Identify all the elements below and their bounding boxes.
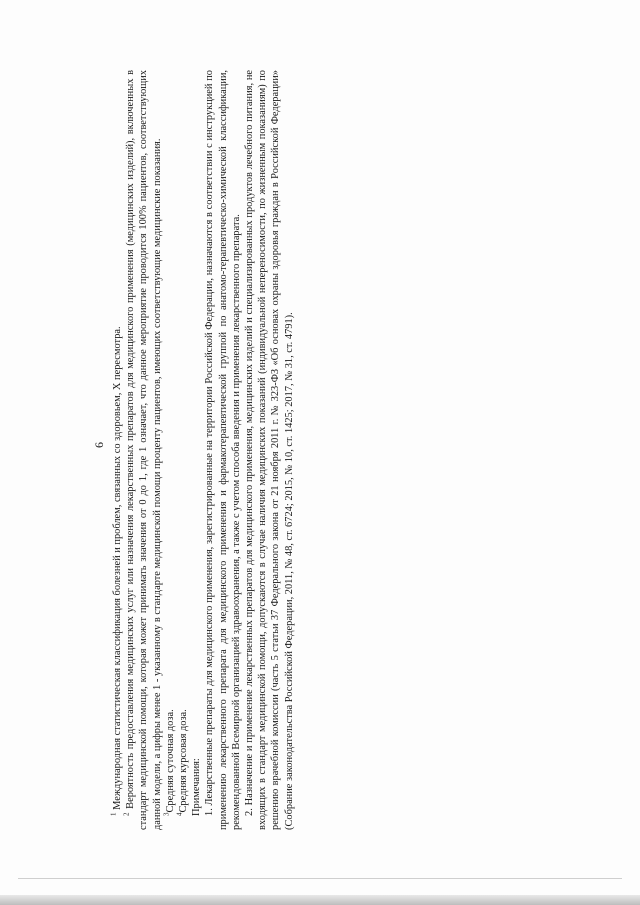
page-number: 6 bbox=[92, 442, 106, 448]
notes-heading: Примечания: bbox=[191, 758, 203, 816]
scanner-shadow bbox=[0, 895, 640, 905]
footnote-3: $^3$Средняя суточная доза. bbox=[162, 709, 176, 816]
footnotes-block bbox=[111, 70, 296, 830]
scan-edge-line bbox=[18, 878, 622, 879]
note-2: 2. Назначение и применение лекарственных препаратов для медицинского применения, медицинских изделий и специализированных продуктов лечебного питания, не входящих в стандарт медицинской помощи, допускаются в случае наличия медицинских показаний (индивидуальной непереносимости, по жизненным показаниям) по решению врачебной комиссии (часть 5 статьи 37 Федерального закона от 21 ноября 2011 г. № 323-ФЗ «Об основах охраны здоровья граждан в Российской Федерации» (Собрание законодательства Российской Федерации, 2011, № 48, ст. 6724; 2015, № 10, ст. 1425; 2017, № 31, ст. 4791). bbox=[244, 70, 295, 830]
footnote-1: $^1$ Международная статистическая классификация болезней и проблем, связанных со здоровьем, X пересмотра. bbox=[109, 326, 123, 816]
note-1: 1. Лекарственные препараты для медицинского применения, зарегистрированные на территории Российской Федерации, назначаются в соответствии с инструкцией по применению лекарственного препарата для медицинского применения и фармакотерапевтической группой по анатомо-терапевтическо-химической классификации, рекомендованной Всемирной организацией здравоохранения, а также с учетом способа введения и применения лекарственного препарата. bbox=[204, 70, 242, 830]
footnote-4: $^4$Средняя курсовая доза. bbox=[175, 709, 190, 816]
rotated-text-block bbox=[92, 70, 295, 830]
footnote-2: $^2$ Вероятность предоставления медицинских услуг или назначения лекарственных препаратов для медицинского применения (медицинских изделий), включенных в стандарт медицинской помощи, которая может принимать значения от 0 до 1, где 1 означает, что данное мероприятие проводится 100% пациентов, соответствующих данной модели, а цифры менее 1 - указанному в стандарте медицинской помощи проценту пациентов, имеющих соответствующие медицинские показания. bbox=[122, 70, 163, 830]
